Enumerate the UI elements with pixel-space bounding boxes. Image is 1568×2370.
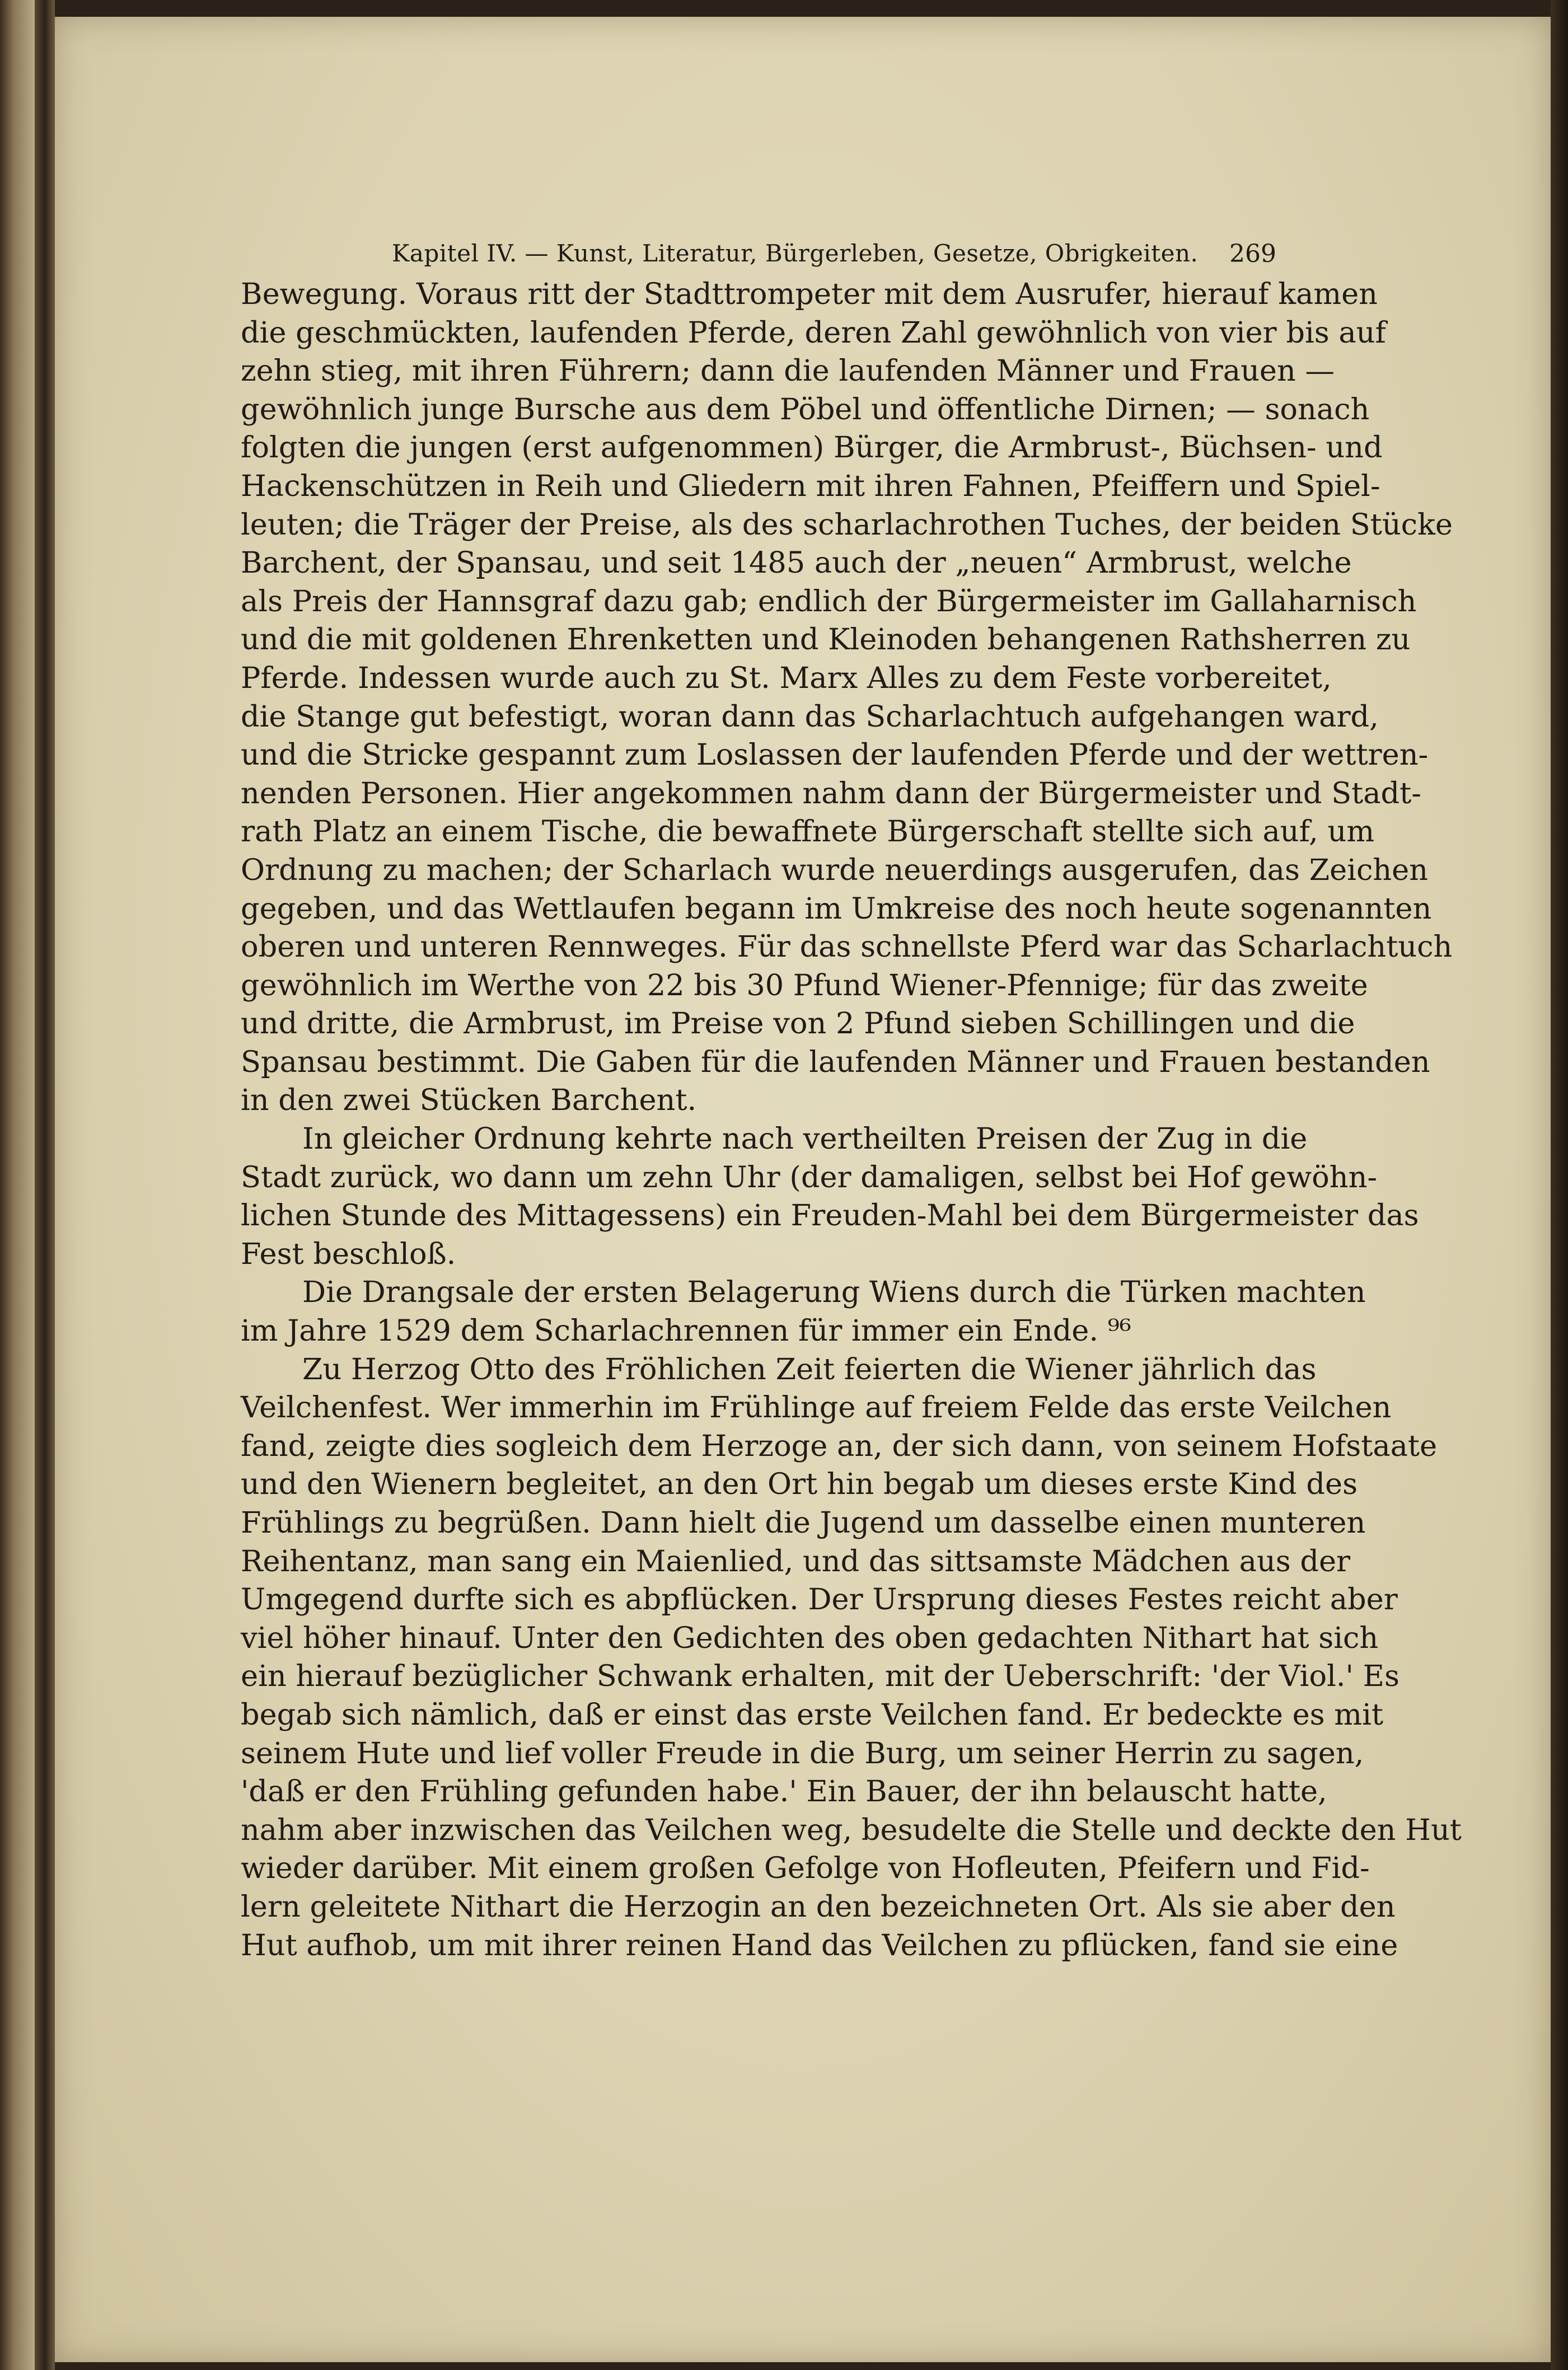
text-line: im Jahre 1529 dem Scharlachrennen für immer ein Ende. ⁹⁶ [241,1314,1131,1348]
text-line: gewöhnlich im Werthe von 22 bis 30 Pfund Wiener-Pfennige; für das zweite [241,968,1368,1003]
text-line: lern geleitete Nithart die Herzogin an den bezeichneten Ort. Als sie aber den [241,1889,1396,1924]
running-head [392,240,1271,273]
text-line: Barchent, der Spansau, und seit 1485 auch der „neuen“ Armbrust, welche [241,546,1352,580]
text-line: gegeben, und das Wettlaufen begann im Umkreise des noch heute sogenannten [241,891,1432,926]
text-line: und den Wienern begleitet, an den Ort hin begab um dieses erste Kind des [241,1467,1358,1502]
text-line: folgten die jungen (erst aufgenommen) Bürger, die Armbrust-, Büchsen- und [241,430,1383,465]
text-line: Frühlings zu begrüßen. Dann hielt die Jugend um dasselbe einen munteren [241,1506,1366,1540]
text-line: die Stange gut befestigt, woran dann das Scharlachtuch aufgehangen ward, [241,699,1379,734]
text-line: in den zwei Stücken Barchent. [241,1083,697,1118]
text-line: Hut aufhob, um mit ihrer reinen Hand das Veilchen zu pflücken, fand sie eine [241,1928,1398,1962]
text-line: gewöhnlich junge Bursche aus dem Pöbel und öffentliche Dirnen; — sonach [241,392,1370,427]
text-line: Umgegend durfte sich es abpflücken. Der Ursprung dieses Festes reicht aber [241,1582,1398,1617]
text-line: nahm aber inzwischen das Veilchen weg, besudelte die Stelle und deckte den Hut [241,1812,1462,1847]
text-line: seinem Hute und lief voller Freude in die Burg, um seiner Herrin zu sagen, [241,1736,1364,1771]
text-line: und dritte, die Armbrust, im Preise von 2 Pfund sieben Schillingen und die [241,1006,1355,1041]
text-line: nenden Personen. Hier angekommen nahm dann der Bürgermeister und Stadt- [241,776,1421,811]
previous-page-edge [0,0,35,2370]
text-line: Spansau bestimmt. Die Gaben für die laufenden Männer und Frauen bestanden [241,1045,1430,1079]
text-line: Zu Herzog Otto des Fröhlichen Zeit feierten die Wiener jährlich das [302,1352,1317,1387]
page-number: 269 [1229,240,1276,268]
text-line: In gleicher Ordnung kehrte nach vertheilten Preisen der Zug in die [302,1122,1308,1156]
book-gutter [35,0,55,2370]
text-line: zehn stieg, mit ihren Führern; dann die laufenden Männer und Frauen — [241,354,1335,388]
text-line: Fest beschloß. [241,1236,456,1271]
text-line: Die Drangsale der ersten Belagerung Wiens durch die Türken machten [302,1275,1366,1310]
text-line: Pferde. Indessen wurde auch zu St. Marx Alles zu dem Feste vorbereitet, [241,661,1332,695]
text-line: und die mit goldenen Ehrenketten und Kleinoden behangenen Rathsherren zu [241,622,1411,657]
text-line: oberen und unteren Rennweges. Für das schnellste Pferd war das Scharlachtuch [241,930,1453,964]
binding-edge [1551,0,1568,2370]
text-line: Reihentanz, man sang ein Maienlied, und das sittsamste Mädchen aus der [241,1544,1351,1579]
body-text [241,275,1462,1965]
text-line: Stadt zurück, wo dann um zehn Uhr (der damaligen, selbst bei Hof gewöhn- [241,1160,1378,1195]
text-line: Hackenschützen in Reih und Gliedern mit ihren Fahnen, Pfeiffern und Spiel- [241,469,1380,503]
text-line: und die Stricke gespannt zum Loslassen der laufenden Pferde und der wettren- [241,738,1429,772]
text-line: rath Platz an einem Tische, die bewaffnete Bürgerschaft stellte sich auf, um [241,814,1375,849]
text-line: leuten; die Träger der Preise, als des scharlachrothen Tuches, der beiden Stücke [241,507,1453,542]
text-line: Veilchenfest. Wer immerhin im Frühlinge auf freiem Felde das erste Veilchen [241,1390,1392,1425]
text-line: Ordnung zu machen; der Scharlach wurde neuerdings ausgerufen, das Zeichen [241,853,1429,887]
text-line: fand, zeigte dies sogleich dem Herzoge an, der sich dann, von seinem Hofstaate [241,1428,1438,1463]
text-line: Bewegung. Voraus ritt der Stadttrompeter mit dem Ausrufer, hierauf kamen [241,277,1378,311]
chapter-running-title: Kapitel IV. — Kunst, Literatur, Bürgerleben, Gesetze, Obrigkeiten. [392,240,1199,267]
text-line: die geschmückten, laufenden Pferde, deren Zahl gewöhnlich von vier bis auf [241,315,1386,350]
text-line: lichen Stunde des Mittagessens) ein Freuden-Mahl bei dem Bürgermeister das [241,1198,1419,1233]
text-line: begab sich nämlich, daß er einst das erste Veilchen fand. Er bedeckte es mit [241,1697,1383,1732]
text-line: wieder darüber. Mit einem großen Gefolge von Hofleuten, Pfeifern und Fid- [241,1851,1370,1886]
text-line: ein hierauf bezüglicher Schwank erhalten, mit der Ueberschrift: 'der Viol.' Es [241,1659,1400,1694]
text-line: 'daß er den Frühling gefunden habe.' Ein Bauer, der ihn belauscht hatte, [241,1774,1327,1809]
text-line: viel höher hinauf. Unter den Gedichten des oben gedachten Nithart hat sich [241,1620,1379,1655]
text-line: als Preis der Hannsgraf dazu gab; endlich der Bürgermeister im Gallaharnisch [241,584,1417,619]
